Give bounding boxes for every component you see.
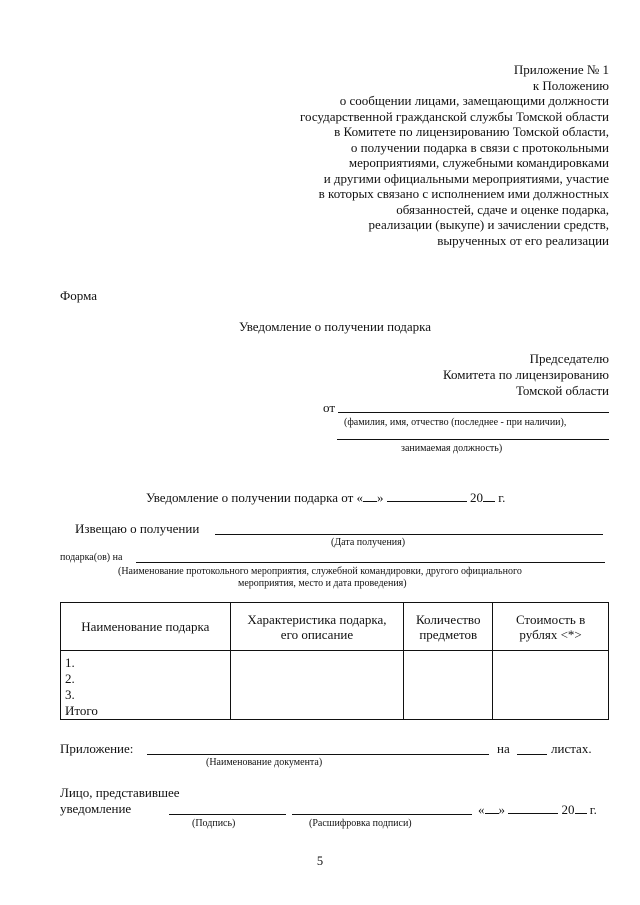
notice-year-field[interactable] xyxy=(483,489,495,502)
date-hint: (Дата получения) xyxy=(331,537,406,548)
addressee-line: Комитета по лицензированию xyxy=(442,367,609,382)
attachment-sheets-label: листах. xyxy=(551,741,592,756)
appendix-line: к Положению xyxy=(532,77,609,93)
table-row xyxy=(61,651,609,720)
submitter-label-2: уведомление xyxy=(60,801,132,816)
notice-year-suffix: г. xyxy=(495,490,506,505)
appendix-line: в которых связано с исполнением ими должностных xyxy=(318,186,609,201)
date-open-quote: « xyxy=(478,802,485,817)
attachment-on-label: на xyxy=(497,741,510,756)
attachment-label: Приложение: xyxy=(60,741,134,756)
appendix-line: в Комитете по лицензированию Томской области, xyxy=(334,124,609,139)
row-number: 2. xyxy=(65,671,75,686)
attachment-doc-line[interactable] xyxy=(147,754,489,755)
signature-hint: (Подпись) xyxy=(192,818,236,829)
header-gift-description: Характеристика подарка, его описание xyxy=(230,603,404,651)
row-number: 3. xyxy=(65,687,75,702)
inform-label: Извещаю о получении xyxy=(75,521,200,536)
appendix-header xyxy=(300,62,609,248)
appendix-line: и другими официальными мероприятиями, участие xyxy=(323,170,609,186)
event-name-line[interactable] xyxy=(136,562,605,563)
notice-month-field[interactable] xyxy=(387,489,467,502)
header-cost: Стоимость в рублях <*> xyxy=(493,603,609,651)
cell-description[interactable] xyxy=(230,651,404,720)
form-title: Уведомление о получении подарка xyxy=(239,319,431,334)
notice-mid: » xyxy=(377,490,384,505)
submit-year-field[interactable] xyxy=(575,801,587,814)
appendix-line: реализации (выкупе) и зачислении средств, xyxy=(368,217,609,232)
form-label: Форма xyxy=(60,288,97,303)
event-hint-1: (Наименование протокольного мероприятия, служебной командировки, другого официального xyxy=(118,566,522,577)
signature-decode-hint: (Расшифровка подписи) xyxy=(309,818,412,829)
appendix-line: Приложение № 1 xyxy=(513,62,609,77)
row-total: Итого xyxy=(65,703,98,718)
submit-day-field[interactable] xyxy=(485,801,499,814)
receipt-date-line[interactable] xyxy=(215,534,603,535)
from-label: от xyxy=(323,400,336,415)
gifts-on-label: подарка(ов) на xyxy=(60,552,123,563)
appendix-line: о сообщении лицами, замещающими должности xyxy=(339,93,609,108)
gifts-table xyxy=(60,602,609,720)
submit-year-prefix: 20 xyxy=(561,802,575,817)
cell-gift-name[interactable] xyxy=(61,651,231,720)
appendix-line: государственной гражданской службы Томской области xyxy=(300,108,609,124)
attachment-doc-hint: (Наименование документа) xyxy=(206,757,323,768)
submit-month-field[interactable] xyxy=(508,801,558,814)
table-header-row xyxy=(61,603,609,651)
cell-quantity[interactable] xyxy=(404,651,493,720)
header-gift-name: Наименование подарка xyxy=(61,603,231,651)
position-hint: занимаемая должность) xyxy=(401,443,503,454)
appendix-line: вырученных от его реализации xyxy=(437,232,609,248)
addressee-block xyxy=(443,351,609,399)
notice-line xyxy=(146,489,505,506)
submitter-label-1: Лицо, представившее xyxy=(60,785,180,800)
appendix-line: о получении подарка в связи с протокольными xyxy=(350,139,609,155)
appendix-line: обязанностей, сдаче и оценке подарка, xyxy=(396,201,609,217)
cell-cost[interactable] xyxy=(493,651,609,720)
addressee-line: Председателю xyxy=(529,351,609,366)
notice-day-field[interactable] xyxy=(363,489,377,502)
row-number: 1. xyxy=(65,655,75,670)
event-hint-2: мероприятия, место и дата проведения) xyxy=(238,578,407,589)
addressee-line: Томской области xyxy=(515,383,609,398)
date-close-quote: » xyxy=(498,802,505,817)
notice-prefix: Уведомление о получении подарка от « xyxy=(146,490,364,505)
appendix-line: мероприятиями, служебными командировками xyxy=(348,155,609,170)
position-input-line[interactable] xyxy=(337,439,609,440)
fio-hint: (фамилия, имя, отчество (последнее - при наличии), xyxy=(344,417,567,428)
header-quantity: Количество предметов xyxy=(404,603,493,651)
submit-date xyxy=(478,801,597,818)
fio-input-line[interactable] xyxy=(338,412,609,413)
attachment-sheets-field[interactable] xyxy=(517,754,547,755)
notice-year-prefix: 20 xyxy=(470,490,484,505)
signature-decode-line[interactable] xyxy=(292,814,472,815)
submit-year-suffix: г. xyxy=(586,802,597,817)
page-number: 5 xyxy=(316,854,324,868)
signature-line[interactable] xyxy=(169,814,286,815)
